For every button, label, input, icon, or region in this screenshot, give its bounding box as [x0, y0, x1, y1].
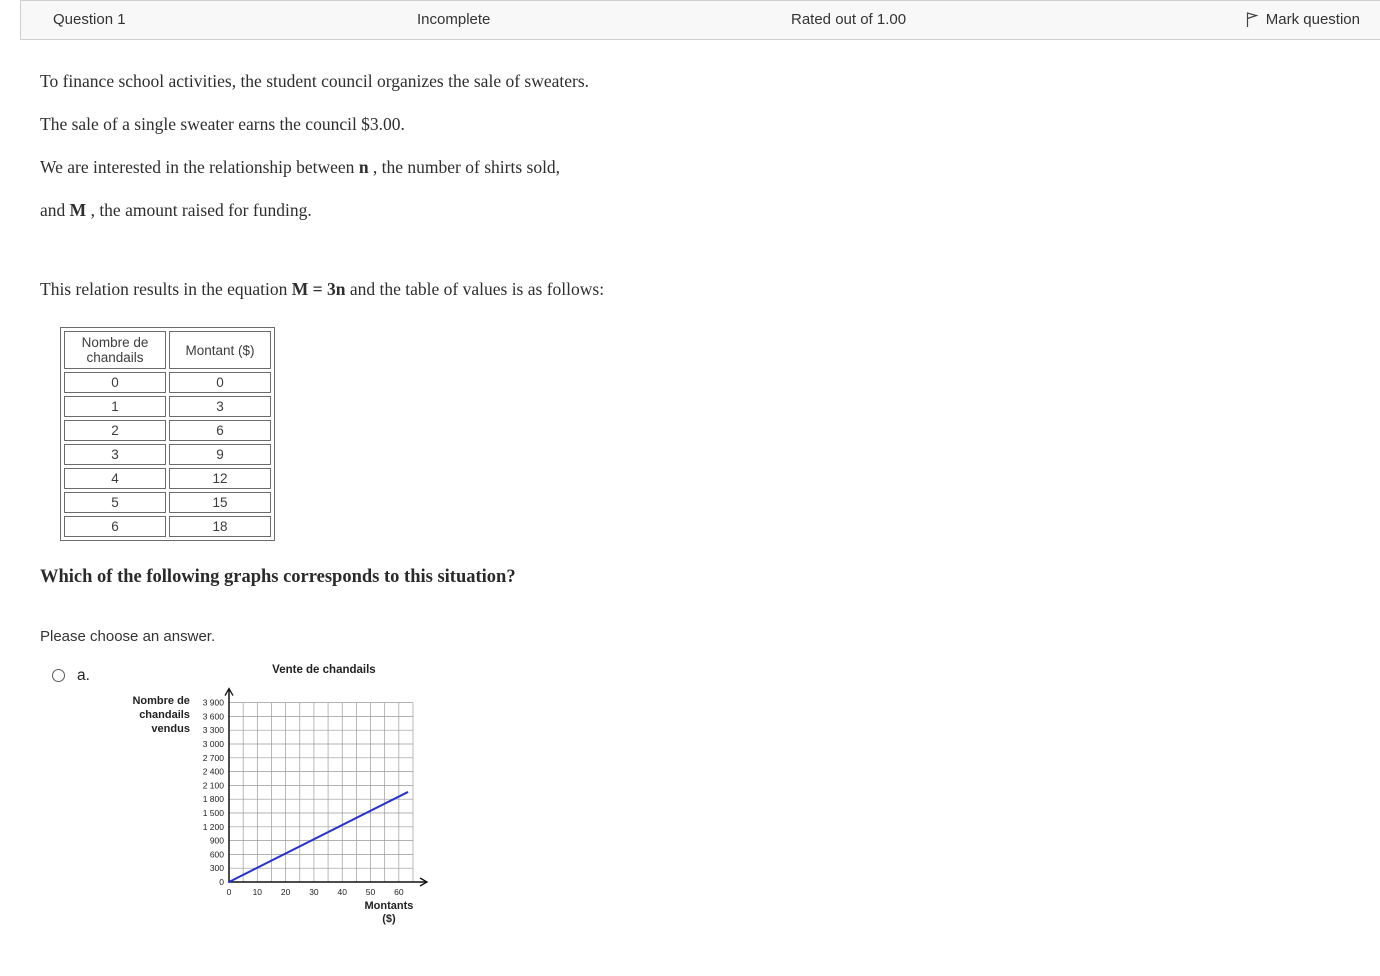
equation: M = 3n [291, 279, 346, 299]
svg-text:2 700: 2 700 [202, 752, 224, 763]
option-a-radio[interactable] [52, 669, 65, 682]
cell-n: 3 [64, 444, 166, 465]
svg-text:900: 900 [209, 835, 224, 846]
cell-n: 6 [64, 516, 166, 537]
svg-text:3 300: 3 300 [202, 725, 224, 736]
question-header [20, 0, 1380, 40]
table-row [64, 396, 271, 417]
xlabel-line: Montants [364, 900, 414, 912]
table-row [64, 444, 271, 465]
answer-option-a [52, 660, 1380, 940]
question-text-line [40, 158, 1380, 177]
svg-text:0: 0 [219, 877, 224, 887]
variable-n: n [358, 157, 369, 177]
svg-text:0: 0 [226, 887, 232, 897]
table-row [64, 420, 271, 441]
chart-x-axis-label [324, 900, 454, 926]
cell-n: 5 [64, 492, 166, 513]
question-number: Question 1 [53, 11, 126, 28]
svg-text:300: 300 [209, 863, 224, 874]
equation-line [40, 280, 1380, 299]
svg-text:1 200: 1 200 [202, 821, 224, 832]
text-segment: and the table of values is as follows: [345, 279, 605, 299]
chart-title: Vente de chandails [272, 664, 376, 676]
col-header-shirts: Nombre de chandails [64, 331, 166, 369]
svg-text:1 800: 1 800 [202, 794, 224, 805]
col-header-amount: Montant ($) [169, 331, 271, 369]
cell-m: 9 [169, 444, 271, 465]
table-header-row [64, 331, 271, 369]
svg-text:3 600: 3 600 [202, 711, 224, 722]
cell-m: 12 [169, 468, 271, 489]
text-segment: We are interested in the relationship between [40, 157, 359, 177]
cell-m: 15 [169, 492, 271, 513]
question-text-line: The sale of a single sweater earns the council $3.00. [40, 114, 405, 134]
xlabel-line: ($) [382, 913, 396, 925]
question-rating: Rated out of 1.00 [791, 11, 907, 28]
text-segment: , the amount raised for funding. [86, 200, 312, 220]
table-row [64, 468, 271, 489]
option-a-label: a. [77, 667, 90, 684]
ylabel-line: vendus [151, 723, 190, 735]
flag-icon [1244, 11, 1259, 28]
cell-n: 4 [64, 468, 166, 489]
mark-question-label: Mark question [1265, 11, 1360, 28]
svg-text:3 000: 3 000 [202, 739, 224, 749]
mark-question-link[interactable] [1244, 11, 1360, 28]
table-row [64, 372, 271, 393]
ylabel-line: chandails [139, 709, 190, 721]
svg-text:3 900: 3 900 [202, 697, 224, 708]
text-segment: This relation results in the equation [40, 279, 292, 299]
question-body [0, 40, 1380, 940]
svg-text:60: 60 [394, 887, 404, 897]
svg-text:2 400: 2 400 [202, 766, 224, 777]
question-prompt: Which of the following graphs corresponds to this situation? [40, 567, 516, 587]
values-table [60, 327, 275, 541]
table-row [64, 492, 271, 513]
table-row [64, 516, 271, 537]
cell-n: 2 [64, 420, 166, 441]
svg-text:10: 10 [252, 887, 262, 897]
chart-y-axis-label [124, 694, 190, 736]
svg-text:30: 30 [309, 887, 319, 897]
cell-m: 6 [169, 420, 271, 441]
variable-m: M [69, 200, 87, 220]
text-segment: , the number of shirts sold, [368, 157, 561, 177]
svg-text:40: 40 [337, 887, 347, 897]
svg-text:1 500: 1 500 [202, 808, 224, 818]
question-text-line [40, 201, 1380, 220]
question-text-line: To finance school activities, the student council organizes the sale of sweaters. [40, 71, 590, 91]
text-segment: and [40, 200, 70, 220]
svg-text:50: 50 [365, 887, 376, 897]
question-status: Incomplete [417, 11, 491, 28]
option-a-chart [124, 660, 454, 940]
svg-text:600: 600 [209, 849, 224, 860]
svg-text:20: 20 [280, 887, 291, 897]
cell-m: 18 [169, 516, 271, 537]
choose-answer-label: Please choose an answer. [40, 628, 216, 645]
cell-n: 1 [64, 396, 166, 417]
cell-n: 0 [64, 372, 166, 393]
svg-text:2 100: 2 100 [202, 780, 224, 791]
ylabel-line: Nombre de [132, 695, 190, 707]
cell-m: 0 [169, 372, 271, 393]
cell-m: 3 [169, 396, 271, 417]
